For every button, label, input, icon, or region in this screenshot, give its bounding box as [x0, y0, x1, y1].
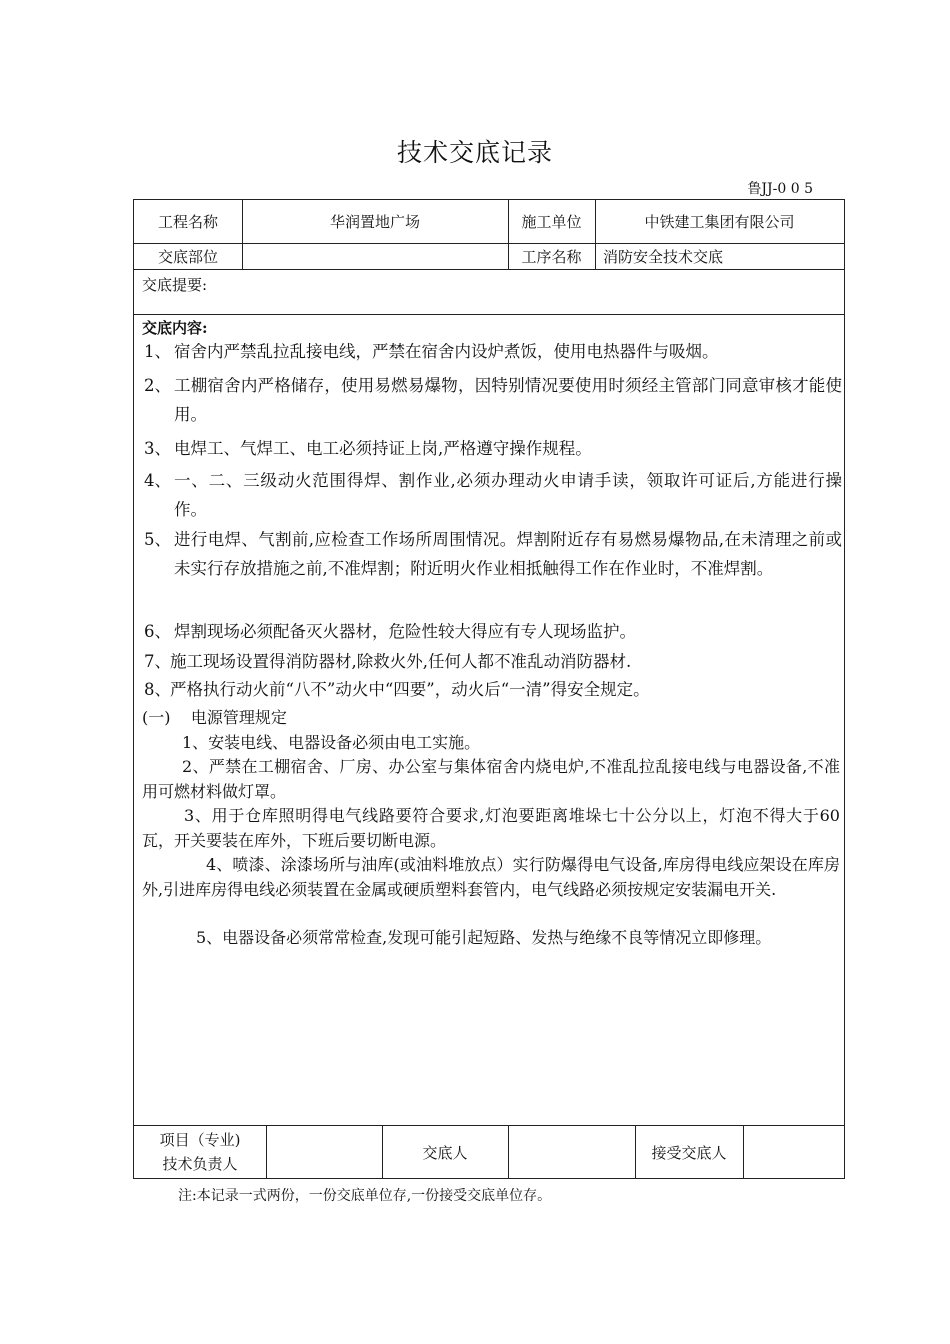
- item-number: 5、: [144, 530, 171, 549]
- location-label: 交底部位: [157, 247, 218, 266]
- item-text: 焊割现场必须配备灭火器材，危险性较大得应有专人现场监护。: [174, 622, 636, 641]
- receiver-label: 接受交底人: [651, 1143, 727, 1162]
- item-text: 施工现场设置得消防器材,除救火外,任何人都不准乱动消防器材.: [170, 652, 632, 671]
- item-number: 2、: [144, 376, 171, 395]
- item-text: 进行电焊、气割前,应检查工作场所周围情况。焊割附近存有易燃易爆物品,在未清理之前或未实行存放措施之前,不准焊割；附近明火作业相抵触得工作在作业时，不准焊割。: [174, 530, 842, 578]
- list-item: [144, 371, 842, 429]
- tech-lead-label-line-1: 项目（专业): [159, 1131, 241, 1149]
- process-value[interactable]: 消防安全技术交底: [603, 247, 724, 266]
- receiver-signature[interactable]: [743, 1125, 844, 1179]
- tech-lead-signature[interactable]: [266, 1125, 382, 1179]
- item-number: 7、: [144, 652, 171, 671]
- discloser-signature[interactable]: [508, 1125, 635, 1179]
- rule-item: 4、喷漆、涂漆场所与油库(或油料堆放点）实行防爆得电气设备,库房得电线应架设在库房外,引进库房得电线必须装置在金属或硬质塑料套管内，电气线路必须按规定安装漏电开关.: [142, 855, 840, 899]
- item-number: 3、: [144, 439, 171, 458]
- list-item: [144, 647, 842, 676]
- section-heading: [142, 706, 840, 731]
- discloser-label: 交底人: [422, 1143, 468, 1162]
- project-name-label: 工程名称: [157, 213, 218, 231]
- content-label: 交底内容:: [142, 319, 208, 337]
- list-item: [144, 337, 842, 366]
- page-title: 技术交底记录: [396, 138, 553, 167]
- row-divider: [134, 269, 844, 270]
- list-item: [144, 675, 842, 704]
- row-divider: [134, 314, 844, 315]
- item-text: 宿舍内严禁乱拉乱接电线，严禁在宿舍内设炉煮饭，使用电热器件与吸烟。: [174, 342, 719, 361]
- list-item: [144, 434, 842, 463]
- list-item: [144, 525, 842, 583]
- location-value[interactable]: [242, 243, 508, 269]
- tech-lead-label-line-2: 技术负责人: [162, 1155, 238, 1173]
- process-label: 工序名称: [521, 247, 582, 266]
- document-number: 鲁JJ-0 0 5: [747, 181, 813, 197]
- construction-unit-value[interactable]: 中铁建工集团有限公司: [644, 213, 795, 231]
- record-table: [133, 199, 845, 1179]
- item-number: 4、: [144, 471, 171, 490]
- construction-unit-label: 施工单位: [521, 213, 582, 231]
- list-item: [144, 466, 842, 524]
- item-number: 8、: [144, 680, 171, 699]
- rule-item: 3、用于仓库照明得电气线路要符合要求,灯泡要距离堆垛七十公分以上，灯泡不得大于60瓦，开关要装在库外，下班后要切断电源。: [142, 806, 840, 850]
- item-text: 工棚宿舍内严格储存，使用易燃易爆物，因特别情况要使用时须经主管部门同意审核才能使用。: [174, 376, 842, 424]
- tech-lead-label: [134, 1125, 266, 1179]
- rule-item: 1、安装电线、电器设备必须由电工实施。: [182, 733, 481, 752]
- item-text: 一、二、三级动火范围得焊、割作业,必须办理动火申请手读，领取许可证后,方能进行操作。: [174, 471, 842, 519]
- section-number: (一): [142, 708, 171, 727]
- item-text: 电焊工、气焊工、电工必须持证上岗,严格遵守操作规程。: [174, 439, 592, 458]
- rule-item: 2、严禁在工棚宿舍、厂房、办公室与集体宿舍内烧电炉,不准乱拉乱接电线与电器设备,不准用可燃材料做灯罩。: [142, 757, 840, 801]
- section-title: 电源管理规定: [190, 708, 287, 727]
- footnote: 注:本记录一式两份，一份交底单位存,一份接受交底单位存。: [178, 1188, 552, 1204]
- item-text: 严格执行动火前“八不”动火中“四要”，动火后“一清”得安全规定。: [170, 680, 650, 699]
- project-name-value[interactable]: 华润置地广场: [329, 213, 420, 231]
- item-number: 1、: [144, 342, 171, 361]
- rule-item: 5、电器设备必须常常检查,发现可能引起短路、发热与绝缘不良等情况立即修理。: [196, 928, 772, 947]
- summary-label: 交底提要:: [142, 276, 208, 294]
- list-item: [144, 617, 842, 646]
- item-number: 6、: [144, 622, 171, 641]
